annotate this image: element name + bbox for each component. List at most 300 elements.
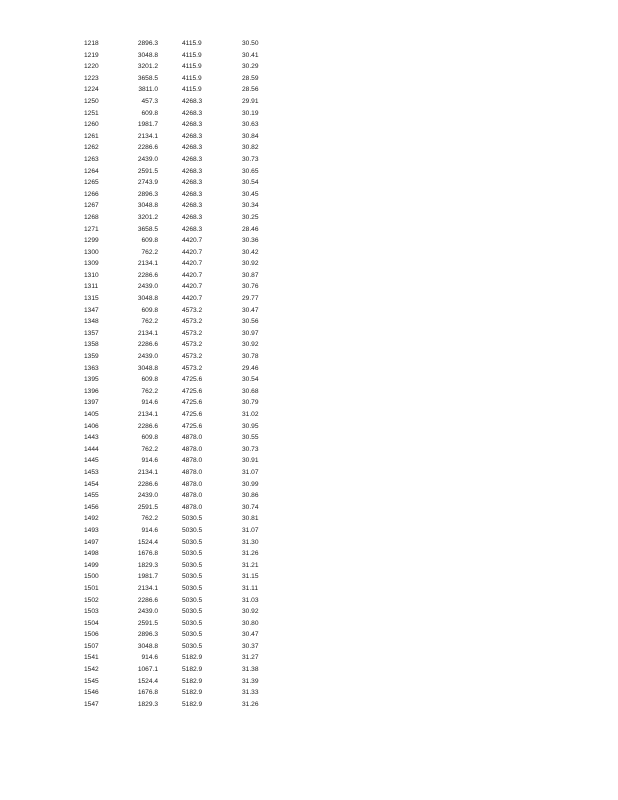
col-b-cell: 4878.0	[182, 480, 203, 488]
col-c-cell: 30.36	[242, 237, 259, 245]
column-gap	[158, 305, 182, 317]
column-gap	[158, 560, 182, 572]
col-a-cell: 2439.0	[137, 283, 158, 291]
table-row	[84, 119, 272, 131]
col-a-cell: 762.2	[141, 515, 158, 523]
col-a-cell: 2591.5	[137, 503, 158, 511]
col-b-cell: 4878.0	[182, 457, 203, 465]
col-c-cell: 30.86	[242, 492, 259, 500]
column-gap	[158, 595, 182, 607]
column-gap	[158, 270, 182, 282]
col-b-cell: 4268.3	[182, 213, 203, 221]
column-gap	[158, 676, 182, 688]
col-a-cell: 609.8	[141, 237, 158, 245]
column-gap	[158, 537, 182, 549]
table-row	[84, 328, 272, 340]
col-b-cell: 5030.5	[182, 584, 203, 592]
row-id-cell: 1309	[84, 260, 99, 268]
col-c-cell: 30.47	[242, 631, 259, 639]
col-b-cell: 5182.9	[182, 689, 203, 697]
table-row	[84, 50, 272, 62]
col-c-cell: 30.80	[242, 619, 259, 627]
table-row	[84, 455, 272, 467]
row-id-cell: 1499	[84, 561, 99, 569]
col-b-cell: 4420.7	[182, 295, 203, 303]
row-id-cell: 1310	[84, 271, 99, 279]
col-c-cell: 30.56	[242, 318, 259, 326]
col-b-cell: 4878.0	[182, 492, 203, 500]
col-b-cell: 4725.6	[182, 422, 203, 430]
row-id-cell: 1456	[84, 503, 99, 511]
col-c-cell: 30.76	[242, 283, 259, 291]
col-c-cell: 28.46	[242, 225, 259, 233]
table-row	[84, 142, 272, 154]
column-gap	[158, 258, 182, 270]
row-id-cell: 1498	[84, 550, 99, 558]
col-a-cell: 609.8	[141, 306, 158, 314]
row-id-cell: 1260	[84, 121, 99, 129]
row-id-cell: 1264	[84, 167, 99, 175]
col-b-cell: 4420.7	[182, 271, 203, 279]
col-a-cell: 2743.9	[137, 179, 158, 187]
table-row	[84, 351, 272, 363]
column-gap	[158, 629, 182, 641]
col-b-cell: 4878.0	[182, 503, 203, 511]
col-c-cell: 30.73	[242, 445, 259, 453]
col-b-cell: 4878.0	[182, 434, 203, 442]
row-id-cell: 1363	[84, 364, 99, 372]
row-id-cell: 1503	[84, 608, 99, 616]
column-gap	[158, 664, 182, 676]
col-a-cell: 3048.8	[137, 364, 158, 372]
col-b-cell: 4115.9	[182, 74, 202, 82]
row-id-cell: 1299	[84, 237, 99, 245]
table-row	[84, 73, 272, 85]
row-id-cell: 1267	[84, 202, 99, 210]
row-id-cell: 1545	[84, 677, 99, 685]
col-c-cell: 30.79	[242, 399, 259, 407]
col-c-cell: 30.91	[242, 457, 259, 465]
row-id-cell: 1445	[84, 457, 99, 465]
column-gap	[158, 432, 182, 444]
column-gap	[158, 61, 182, 73]
col-b-cell: 5030.5	[182, 550, 203, 558]
column-gap	[158, 513, 182, 525]
column-gap	[158, 339, 182, 351]
row-id-cell: 1358	[84, 341, 99, 349]
column-gap	[158, 351, 182, 363]
col-b-cell: 4725.6	[182, 411, 203, 418]
col-a-cell: 2134.1	[137, 329, 158, 337]
row-id-cell: 1493	[84, 526, 99, 534]
col-a-cell: 762.2	[141, 387, 158, 395]
col-c-cell: 31.30	[242, 538, 259, 546]
table-row	[84, 479, 272, 491]
col-a-cell: 457.3	[141, 97, 158, 105]
table-row	[84, 189, 272, 201]
column-gap	[158, 386, 182, 398]
col-a-cell: 762.2	[141, 445, 158, 453]
col-b-cell: 4573.2	[182, 364, 203, 372]
column-gap	[158, 490, 182, 502]
table-row	[84, 571, 272, 583]
column-gap	[158, 38, 182, 50]
row-id-cell: 1223	[84, 74, 99, 82]
col-c-cell: 30.63	[242, 121, 259, 129]
col-c-cell: 30.84	[242, 132, 259, 140]
col-c-cell: 31.27	[242, 654, 259, 662]
column-gap	[158, 316, 182, 328]
col-a-cell: 1981.7	[137, 573, 158, 581]
row-id-cell: 1261	[84, 132, 99, 140]
table-row	[84, 548, 272, 560]
column-gap	[158, 397, 182, 409]
table-row	[84, 606, 272, 618]
col-a-cell: 1676.8	[137, 550, 158, 558]
col-b-cell: 5030.5	[182, 538, 203, 546]
col-c-cell: 31.21	[242, 561, 259, 569]
table-row	[84, 154, 272, 166]
row-id-cell: 1443	[84, 434, 99, 442]
col-b-cell: 5030.5	[182, 631, 203, 639]
table-row	[84, 200, 272, 212]
table-row	[84, 177, 272, 189]
col-b-cell: 4268.3	[182, 97, 203, 105]
col-b-cell: 5030.5	[182, 608, 203, 616]
column-gap	[158, 108, 182, 120]
row-id-cell: 1251	[84, 109, 99, 117]
row-id-cell: 1492	[84, 515, 99, 523]
col-b-cell: 5030.5	[182, 619, 203, 627]
col-b-cell: 4878.0	[182, 468, 203, 476]
col-a-cell: 914.6	[141, 457, 158, 465]
col-b-cell: 4268.3	[182, 225, 203, 233]
col-c-cell: 31.07	[242, 468, 259, 476]
column-gap	[158, 455, 182, 467]
col-a-cell: 2286.6	[137, 596, 158, 604]
col-b-cell: 4115.9	[182, 63, 202, 71]
col-b-cell: 5030.5	[182, 642, 203, 650]
col-a-cell: 3658.5	[137, 74, 158, 82]
table-row	[84, 96, 272, 108]
column-gap	[158, 293, 182, 305]
column-gap	[158, 479, 182, 491]
column-gap	[158, 142, 182, 154]
col-c-cell: 30.25	[242, 213, 259, 221]
col-c-cell: 31.26	[242, 700, 259, 708]
col-b-cell: 4268.3	[182, 202, 203, 210]
table-row	[84, 595, 272, 607]
column-gap	[158, 444, 182, 456]
col-a-cell: 1981.7	[137, 121, 158, 129]
row-id-cell: 1220	[84, 63, 99, 71]
col-a-cell: 2134.1	[137, 584, 158, 592]
col-a-cell: 1067.1	[137, 666, 158, 674]
col-a-cell: 914.6	[141, 399, 158, 407]
col-a-cell: 2591.5	[137, 619, 158, 627]
table-row	[84, 374, 272, 386]
row-id-cell: 1504	[84, 619, 99, 627]
col-a-cell: 2286.6	[137, 271, 158, 279]
column-gap	[158, 84, 182, 96]
col-a-cell: 609.8	[141, 434, 158, 442]
column-gap	[158, 119, 182, 131]
col-c-cell: 31.33	[242, 689, 259, 697]
column-gap	[158, 687, 182, 699]
col-a-cell: 2134.1	[137, 468, 158, 476]
col-b-cell: 4268.3	[182, 121, 203, 129]
column-gap	[158, 235, 182, 247]
col-b-cell: 4268.3	[182, 155, 203, 163]
table-row	[84, 560, 272, 572]
column-gap	[158, 73, 182, 85]
table-row	[84, 38, 272, 50]
col-c-cell: 30.73	[242, 155, 259, 163]
col-b-cell: 4268.3	[182, 190, 203, 198]
column-gap	[158, 224, 182, 236]
col-c-cell: 29.46	[242, 364, 259, 372]
col-c-cell: 29.91	[242, 97, 259, 105]
row-id-cell: 1347	[84, 306, 99, 314]
col-c-cell: 30.97	[242, 329, 259, 337]
row-id-cell: 1501	[84, 584, 99, 592]
table-row	[84, 270, 272, 282]
col-c-cell: 30.92	[242, 608, 259, 616]
table-row	[84, 166, 272, 178]
row-id-cell: 1219	[84, 51, 99, 59]
row-id-cell: 1507	[84, 642, 99, 650]
col-b-cell: 4420.7	[182, 237, 203, 245]
col-c-cell: 30.65	[242, 167, 259, 175]
col-c-cell: 30.29	[242, 63, 259, 71]
col-c-cell: 28.56	[242, 86, 259, 94]
col-b-cell: 4725.6	[182, 387, 203, 395]
col-c-cell: 30.95	[242, 422, 259, 430]
col-c-cell: 30.41	[242, 51, 259, 59]
col-c-cell: 30.19	[242, 109, 259, 117]
table-row	[84, 502, 272, 514]
col-b-cell: 4268.3	[182, 132, 203, 140]
table-row	[84, 84, 272, 96]
col-c-cell: 30.55	[242, 434, 259, 442]
col-a-cell: 914.6	[141, 526, 158, 534]
table-row	[84, 386, 272, 398]
col-a-cell: 914.6	[141, 654, 158, 662]
table-row	[84, 293, 272, 305]
row-id-cell: 1455	[84, 492, 99, 500]
table-row	[84, 224, 272, 236]
row-id-cell: 1547	[84, 700, 99, 708]
row-id-cell: 1348	[84, 318, 99, 326]
col-b-cell: 5182.9	[182, 677, 203, 685]
row-id-cell: 1454	[84, 480, 99, 488]
col-a-cell: 2286.6	[137, 341, 158, 349]
row-id-cell: 1357	[84, 329, 99, 337]
col-b-cell: 4573.2	[182, 318, 203, 326]
column-gap	[158, 606, 182, 618]
column-gap	[158, 502, 182, 514]
col-c-cell: 29.77	[242, 295, 259, 303]
row-id-cell: 1271	[84, 225, 99, 233]
col-b-cell: 4420.7	[182, 248, 203, 256]
col-c-cell: 31.03	[242, 596, 259, 604]
col-c-cell: 31.26	[242, 550, 259, 558]
column-gap	[158, 421, 182, 433]
col-a-cell: 2439.0	[137, 353, 158, 361]
col-c-cell: 30.87	[242, 271, 259, 279]
column-gap	[158, 363, 182, 375]
row-id-cell: 1311	[84, 283, 99, 291]
table-row	[84, 281, 272, 293]
col-b-cell: 4573.2	[182, 353, 203, 361]
row-id-cell: 1250	[84, 97, 99, 105]
column-gap	[158, 409, 182, 421]
table-row	[84, 444, 272, 456]
table-row	[84, 339, 272, 351]
table-row	[84, 247, 272, 259]
column-gap	[158, 96, 182, 108]
col-a-cell: 3048.8	[137, 51, 158, 59]
col-c-cell: 30.50	[242, 40, 259, 47]
col-c-cell: 31.38	[242, 666, 259, 674]
column-gap	[158, 525, 182, 537]
col-a-cell: 2439.0	[137, 492, 158, 500]
col-b-cell: 4115.9	[182, 86, 202, 94]
col-b-cell: 4573.2	[182, 306, 203, 314]
col-b-cell: 5182.9	[182, 654, 203, 662]
table-row	[84, 629, 272, 641]
column-gap	[158, 200, 182, 212]
column-gap	[158, 467, 182, 479]
row-id-cell: 1497	[84, 538, 99, 546]
table-row	[84, 212, 272, 224]
column-gap	[158, 618, 182, 630]
row-id-cell: 1315	[84, 295, 99, 303]
table-row	[84, 641, 272, 653]
row-id-cell: 1396	[84, 387, 99, 395]
row-id-cell: 1218	[84, 40, 99, 47]
col-a-cell: 2439.0	[137, 608, 158, 616]
column-gap	[158, 281, 182, 293]
table-row	[84, 687, 272, 699]
col-a-cell: 1829.3	[137, 561, 158, 569]
col-c-cell: 30.54	[242, 376, 259, 384]
row-id-cell: 1444	[84, 445, 99, 453]
table-row	[84, 363, 272, 375]
table-row	[84, 409, 272, 421]
row-id-cell: 1546	[84, 689, 99, 697]
table-row	[84, 618, 272, 630]
table-row	[84, 652, 272, 664]
table-row	[84, 316, 272, 328]
col-a-cell: 3048.8	[137, 202, 158, 210]
table-row	[84, 305, 272, 317]
data-table	[84, 38, 272, 710]
col-a-cell: 1524.4	[137, 677, 158, 685]
row-id-cell: 1502	[84, 596, 99, 604]
table-row	[84, 513, 272, 525]
col-b-cell: 4573.2	[182, 329, 203, 337]
col-c-cell: 31.11	[242, 584, 259, 592]
column-gap	[158, 699, 182, 711]
col-a-cell: 609.8	[141, 109, 158, 117]
col-c-cell: 30.47	[242, 306, 259, 314]
col-b-cell: 5030.5	[182, 561, 203, 569]
table-row	[84, 676, 272, 688]
row-id-cell: 1300	[84, 248, 99, 256]
table-row	[84, 467, 272, 479]
column-gap	[158, 166, 182, 178]
col-c-cell: 30.78	[242, 353, 259, 361]
table-row	[84, 432, 272, 444]
col-a-cell: 1524.4	[137, 538, 158, 546]
col-a-cell: 2134.1	[137, 411, 158, 418]
column-gap	[158, 189, 182, 201]
table-row	[84, 490, 272, 502]
row-id-cell: 1541	[84, 654, 99, 662]
col-c-cell: 30.99	[242, 480, 259, 488]
col-b-cell: 4268.3	[182, 179, 203, 187]
row-id-cell: 1406	[84, 422, 99, 430]
col-a-cell: 2439.0	[137, 155, 158, 163]
col-a-cell: 2286.6	[137, 144, 158, 152]
col-a-cell: 762.2	[141, 318, 158, 326]
col-b-cell: 4725.6	[182, 399, 203, 407]
row-id-cell: 1265	[84, 179, 99, 187]
col-a-cell: 2286.6	[137, 480, 158, 488]
table-row	[84, 258, 272, 270]
col-b-cell: 4420.7	[182, 283, 203, 291]
col-a-cell: 2286.6	[137, 422, 158, 430]
col-c-cell: 30.92	[242, 260, 259, 268]
table-row	[84, 421, 272, 433]
column-gap	[158, 212, 182, 224]
col-c-cell: 30.81	[242, 515, 259, 523]
col-b-cell: 4115.9	[182, 51, 202, 59]
column-gap	[158, 328, 182, 340]
col-b-cell: 4268.3	[182, 109, 203, 117]
table-row	[84, 131, 272, 143]
col-c-cell: 30.45	[242, 190, 259, 198]
col-b-cell: 4115.9	[182, 40, 202, 47]
table-row	[84, 699, 272, 711]
col-a-cell: 3201.2	[137, 63, 158, 71]
row-id-cell: 1268	[84, 213, 99, 221]
col-a-cell: 609.8	[141, 376, 158, 384]
row-id-cell: 1224	[84, 86, 99, 94]
col-c-cell: 31.39	[242, 677, 259, 685]
table-row	[84, 397, 272, 409]
col-c-cell: 30.68	[242, 387, 259, 395]
column-gap	[158, 548, 182, 560]
table-row	[84, 537, 272, 549]
col-a-cell: 2896.3	[137, 190, 158, 198]
col-b-cell: 4268.3	[182, 144, 203, 152]
col-c-cell: 30.82	[242, 144, 259, 152]
column-gap	[158, 374, 182, 386]
col-c-cell: 31.07	[242, 526, 259, 534]
col-b-cell: 4420.7	[182, 260, 203, 268]
row-id-cell: 1262	[84, 144, 99, 152]
table-row	[84, 583, 272, 595]
row-id-cell: 1542	[84, 666, 99, 674]
row-id-cell: 1500	[84, 573, 99, 581]
column-gap	[158, 247, 182, 259]
column-gap	[158, 583, 182, 595]
col-a-cell: 3048.8	[137, 295, 158, 303]
row-id-cell: 1397	[84, 399, 99, 407]
row-id-cell: 1506	[84, 631, 99, 639]
